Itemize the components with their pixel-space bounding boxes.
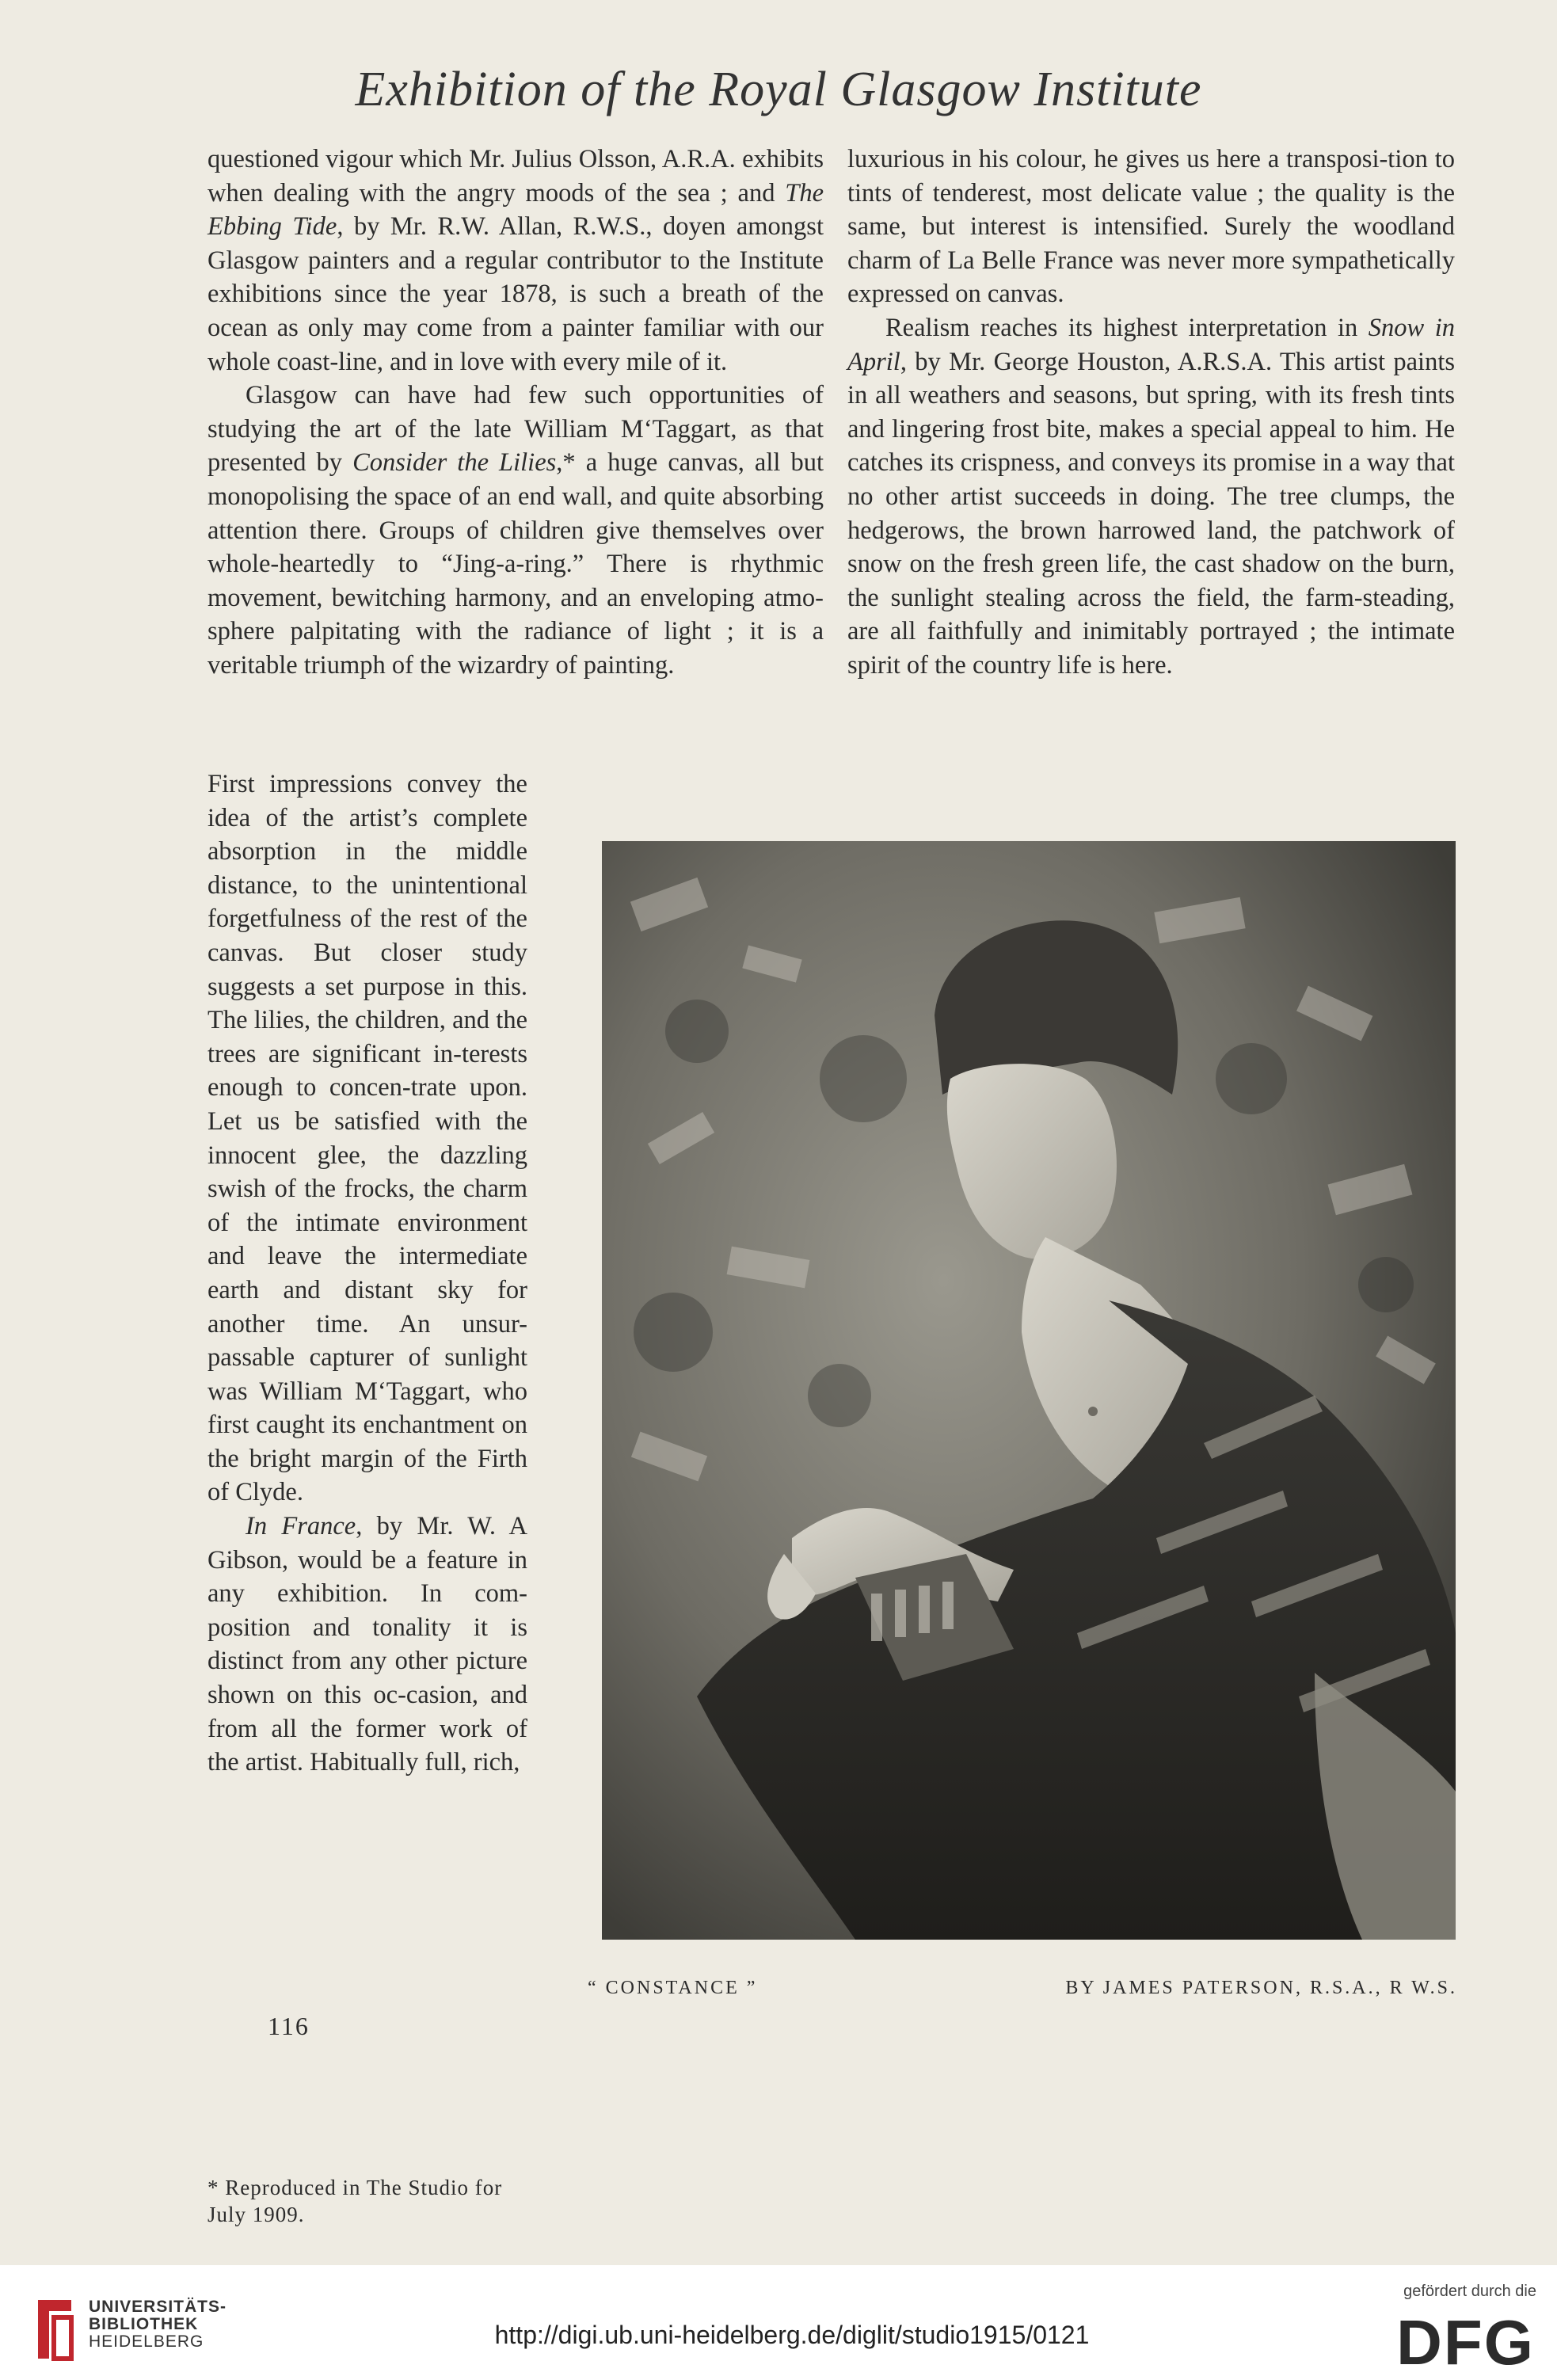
running-header: Exhibition of the Royal Glasgow Institute — [355, 63, 1202, 116]
artwork-title: Snow in April — [847, 313, 1455, 376]
text-run: Glasgow can have had few such opportunities of studying the art of the late William M‘Taggart, as that presented by — [207, 381, 824, 478]
footnote: * Reproduced in The Studio for July 1909. — [207, 2176, 503, 2226]
text-run: , by Mr. George Houston, A.R.S.A. This artist paints in all weathers and seasons, but spring, with its fresh tints and lingering frost bite, makes a special appeal to him. He catches its crispness, and conveys its promise in a way that no other artist succeeds in doing. The tree clumps, the hedgerows, the brown harrowed land, the patchwork of snow on the fresh green life, the cast shadow on the burn, the sunlight stealing across the field, the farm-steading, are all faithfully and inimitably portrayed ; the intimate spirit of the country life is here. — [847, 347, 1455, 680]
source-url-link[interactable]: http://digi.ub.uni-heidelberg.de/diglit/studio1915/0121 — [494, 2321, 1090, 2349]
university-library-name — [89, 2298, 227, 2351]
right-column-text — [847, 143, 1455, 683]
text-run: ,* a huge canvas, all but monopolising the space of an end wall, and quite absorbing attention there. Groups of children give themselves over whole-heartedly to “Jing-a-ring.” There is rhythmic movement, bewitching harmony, and an enveloping atmo-sphere palpitating with the radiance of light ; it is a veritable triumph of the wizardry of painting. — [207, 448, 824, 680]
text-run: Realism reaches its highest interpretation in — [885, 313, 1369, 342]
paragraph: luxurious in his colour, he gives us here a transposi-tion to tints of tenderest, most delicate value ; the quality is the same, but interest is intensified. Surely the woodland charm of La Belle France was never more sympathetically expressed on canvas. — [847, 145, 1455, 309]
paragraph: First impressions convey the idea of the artist’s complete absorption in the middle distance, to the unintentional forgetfulness of the rest of the canvas. But closer study suggests a set purpose in this. The lilies, the children, and the trees are significant in-terests enough to concen-trate upon. Let us be satisfied with the innocent glee, the dazzling swish of the frocks, the charm of the intimate environment and leave the intermediate earth and distant sky for another time. An unsur-passable capturer of sunlight was William M‘Taggart, who first caught its enchantment on the bright margin of the Firth of Clyde. — [207, 770, 527, 1507]
left-narrow-column-text — [207, 767, 527, 1780]
figure-caption-title: “ CONSTANCE ” — [588, 1978, 758, 1998]
dfg-logo: DFG — [1396, 2307, 1535, 2378]
library-name-line: HEIDELBERG — [89, 2332, 204, 2351]
text-run: , by Mr. W. A Gibson, would be a feature in any exhibition. In com-position and tonality it is distinct from any other picture shown on this oc-casion, and from all the former work of the artist. Habitually full, rich, — [207, 1512, 527, 1777]
artwork-title: The Ebbing Tide — [207, 178, 824, 242]
page-number: 116 — [268, 2012, 310, 2040]
funded-by-text: gefördert durch die — [1403, 2283, 1536, 2300]
artwork-title: Consider the Lilies — [352, 448, 557, 478]
painting-reproduction — [602, 841, 1456, 1940]
library-name-line: BIBLIOTHEK — [89, 2315, 199, 2333]
portrait-illustration — [602, 841, 1456, 1940]
left-column-text — [207, 143, 824, 683]
paragraph — [847, 311, 1455, 683]
figure-caption-artist: BY JAMES PATERSON, R.S.A., R W.S. — [1065, 1978, 1457, 1998]
text-run: , by Mr. R.W. Allan, R.W.S., doyen amongst Glasgow painters and a regular contributor to the Institute exhibitions since the year 1878, is such a breath of the ocean as only may come from a painter familiar with our whole coast-line, and in love with every mile of it. — [207, 212, 824, 376]
artwork-title: In France — [246, 1512, 356, 1541]
paragraph — [207, 143, 824, 379]
library-name-line: UNIVERSITÄTS- — [89, 2298, 227, 2316]
text-run: questioned vigour which Mr. Julius Olsson, A.R.A. exhibits when dealing with the angry moods of the sea ; and — [207, 145, 824, 208]
paragraph — [207, 1510, 527, 1780]
university-library-logo-icon — [30, 2294, 79, 2365]
paragraph — [207, 379, 824, 682]
